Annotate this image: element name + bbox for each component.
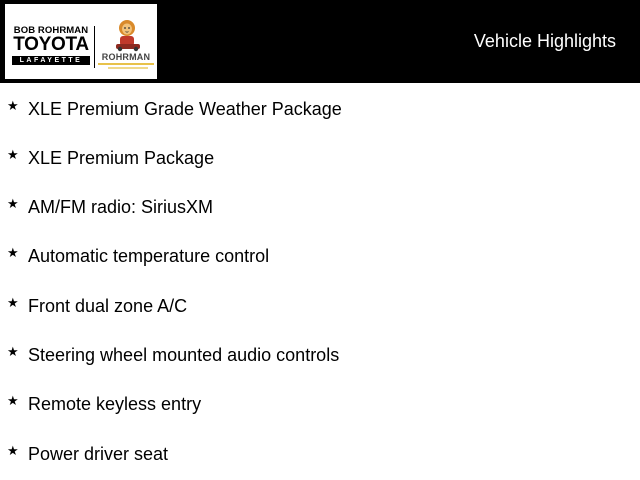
list-item-label: Power driver seat — [28, 444, 169, 464]
logo-line-1: BOB ROHRMAN — [13, 25, 89, 36]
logo-accent-bar — [98, 63, 154, 65]
logo-accent-bar-2 — [108, 67, 148, 69]
list-item-label: XLE Premium Grade Weather Package — [28, 99, 342, 119]
rohrman-logo-text: ROHRMAN — [101, 52, 151, 62]
star-icon: ★ — [7, 394, 19, 409]
logo-line-3: LAFAYETTE — [12, 56, 90, 65]
star-icon: ★ — [7, 444, 19, 459]
list-item — [0, 442, 640, 472]
star-icon: ★ — [7, 296, 19, 311]
list-item-label: Front dual zone A/C — [28, 296, 188, 316]
list-item — [0, 392, 640, 422]
header-bar — [0, 0, 640, 83]
star-icon: ★ — [7, 246, 19, 261]
logo-line-2: TOYOTA — [13, 34, 89, 55]
star-icon: ★ — [7, 345, 19, 360]
list-item — [0, 146, 640, 176]
list-item — [0, 97, 640, 127]
list-item-label: AM/FM radio: SiriusXM — [28, 197, 214, 217]
list-item-label: Remote keyless entry — [28, 394, 202, 414]
star-icon: ★ — [7, 99, 19, 114]
star-icon: ★ — [7, 148, 19, 163]
list-item — [0, 294, 640, 324]
list-item — [0, 195, 640, 225]
star-icon: ★ — [7, 197, 19, 212]
dealer-logo — [5, 4, 157, 79]
lion-mascot-icon — [96, 16, 156, 52]
page-title: Vehicle Highlights — [473, 31, 616, 51]
list-item — [0, 244, 640, 274]
list-item — [0, 343, 640, 373]
list-item-label: XLE Premium Package — [28, 148, 215, 168]
list-item-label: Steering wheel mounted audio controls — [28, 345, 340, 365]
dealer-logo-wordmark — [9, 26, 93, 65]
logo-divider — [94, 26, 95, 68]
list-item-label: Automatic temperature control — [28, 246, 270, 266]
rohrman-logo — [96, 16, 156, 74]
